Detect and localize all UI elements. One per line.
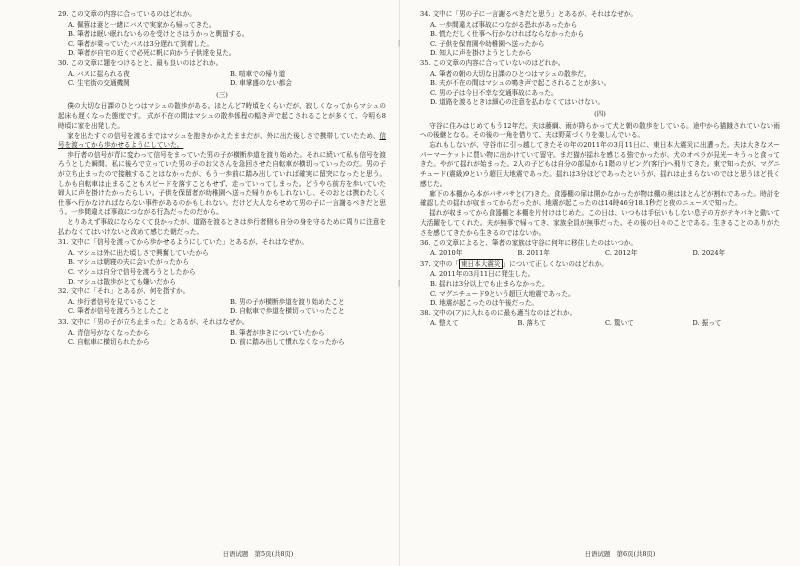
binding-mark: |: [397, 280, 401, 287]
question-37: [420, 260, 780, 309]
option: C. 子供を保育園や幼稚園へ送ったから: [430, 39, 545, 48]
passage-paragraph: 僕の大切な日課のひとつはマシュの散歩がある。ほとんど7時頃をくらいだが、寂しくなってからマシュの起床も遅くなった態度です。 式が不在の間はマシュの散歩係程の幅き声で起こされることが多くて、今明も8時頃に家を出発した。: [58, 102, 386, 130]
passage-paragraph: 守谷に住みはじめてもう12年だ。夫は藤綱、雨が降らかって犬と朝の散歩をしている。途中から猫餓されていない雨への後継となる。その後の一角を借りて、夫は野菜づくりを楽しんでいる。: [420, 121, 780, 140]
option: B. 筆者が歩きについていたから: [230, 328, 325, 337]
question-34: [420, 10, 780, 59]
option: B. 揺れは3分以上でも止まらなかった。: [430, 280, 549, 289]
question-text: 30. この文章に題をつけるとと、最も良いのはどれか。: [58, 58, 223, 67]
question-38: [420, 309, 780, 329]
option: B. 男の子が横断歩道を渡り始めたこと: [230, 297, 345, 306]
question-text: 35. この文章の内容に合っていないのはどれか。: [420, 58, 565, 67]
question-30: [58, 59, 386, 89]
option: D. 道路を渡るときは細心の注意を払わなくてはいけない。: [430, 98, 605, 107]
question-36: [420, 239, 780, 259]
option: A. 佩蓉は妻と一緒にバスで実家から帰ってきた。: [68, 20, 216, 29]
question-text: 33. 文中に「男の子が立ち止まった」とあるが、それはなぜか。: [58, 317, 249, 326]
question-29: [58, 10, 386, 59]
option: B. 夫が不在の間はマシュの鳴き声で起こされることが多い。: [430, 79, 611, 88]
question-33: [58, 318, 386, 348]
option: A. バスに揺られる夜: [68, 69, 130, 78]
option: B. マシュは朝寝の夫に会いたがったから: [68, 258, 189, 267]
question-31: [58, 238, 386, 287]
option: C. 筆者が乗っていたバスは3分遅れて到着した。: [68, 39, 214, 48]
option: C. 自転車に横切られたから: [68, 338, 150, 347]
question-35: [420, 59, 780, 108]
question-text: 29. この文章の内容に合っているのはどれか。: [58, 10, 196, 18]
option: C. 驚いて: [605, 319, 634, 328]
option: A. 2011年の3月11日に発生した。: [430, 270, 535, 279]
reading-passage-3: [58, 102, 386, 237]
option: A. 青信号がなくなったから: [68, 328, 150, 337]
underlined-phrase: 信号を渡ってから歩かせるようにしていた。: [58, 131, 386, 150]
question-text: 37. 文中の「 東日本大震災 」について正しくないのはどれか。: [420, 259, 608, 268]
option: A. 一歩間違えば事故につながる恐れがあったから: [430, 20, 578, 29]
exam-page-6: [400, 0, 800, 566]
option: D. 振って: [692, 319, 722, 328]
section-heading: (三): [216, 90, 228, 99]
option: D. 地震が起こったのは午後だった。: [430, 299, 539, 308]
option: B. 落ちて: [517, 319, 547, 328]
question-32: [58, 287, 386, 317]
option: A. マシュは外に出た頃しさで興奮していたから: [68, 248, 209, 257]
question-text: 36. この文章によると、筆者の家族は守谷に何年に移住したのはいつか。: [420, 238, 637, 247]
option: C. 筆者が信号を渡ろうとしたこと: [68, 307, 170, 316]
option: D. 前に踏み出して慣れなくなったから: [230, 338, 345, 347]
boxed-term: 東日本大震災: [460, 259, 501, 268]
option: D. マシュは散歩がとても嫌いだから: [68, 277, 177, 286]
section-heading: (四): [594, 109, 606, 118]
question-text: 38. 文中の(ア)に入れるのに最も適当なのはどれか。: [420, 308, 577, 317]
option: C. 2012年: [605, 249, 638, 258]
option: C. マシュは自分で信号を渡ろうとしたから: [68, 267, 196, 276]
passage-paragraph: 歩行者の信号が青に変わって信号をまっていた男の子が横断歩道を渡り始めた。それに続いて私も信号を渡ろうとした瞬間、私に後ろで立っていた男の子のお父さんを急回させた自転車が横切っていったのだ。男の子が立ち止まったので接触することはなかったが、もう一歩前に踏み出していれば確実に留突になったと思う。しかも自転車は止まることもスピードを落すこともせず、走っていってしまった。どうやら前方を歩いていた婦人に声を掛けたかったらしい。子供を保留者が幼稚園へ送った帰りかもしれないし、そのおとは携わたしく仕事へ行かなければならない事件があるのかもしれない。だけど大人ならせめて男の子に一言謝るべきだと思う。一歩間違えば事故につながる行為だったのだから。: [58, 150, 386, 217]
option: D. 筆者が自宅の近くで必死に帆に向かう子供達を見た。: [68, 49, 236, 58]
page-footer: 日语试题 第6页(共8页): [584, 550, 656, 559]
option: D. 自転車で歩道を横切っていったこと: [230, 307, 345, 316]
option: C. 生宅街の交通機関: [68, 79, 130, 88]
option: B. 慌ただしく仕事へ行かなければならなかったから: [430, 30, 585, 39]
option: D. 2024年: [692, 249, 726, 258]
passage-paragraph: 揺れが収まってから食器棚と本棚を片付けはじめた。この日は、いつもは手伝いもしない息子の方がテキパキと動いて大活躍をしてくれた。夫が無事で帰ってき、家族全員が無事だった。その後の日々のことである。生きることのありがたさを感じてきたから生きるのではないか。: [420, 209, 780, 237]
reading-passage-4: [420, 122, 780, 239]
option: A. 2010年: [430, 249, 463, 258]
question-text: 32. 文中に「それ」とあるが、何を指すか。: [58, 287, 190, 296]
question-text: 34. 文中に「男の子に一言謝るべきだと思う」とあるが、それはなぜか。: [420, 10, 637, 18]
option: A. 歩行者信号を見ていること: [68, 297, 157, 306]
option: C. マグニチュード9という超巨大地震であった。: [430, 289, 575, 298]
page-footer: 日语试题 第5页(共8页): [222, 550, 294, 559]
question-text: 31. 文中に「信号を渡ってから歩かせるようにしていた」とあるが、それはなぜか。: [58, 238, 308, 247]
option: D. 知人に声を掛けようとしたから: [430, 49, 532, 58]
option: B. 喧車での帰り道: [230, 69, 286, 78]
option: B. 筆者は眠い眠れないものを受けとさはうかっと輿留する。: [68, 30, 249, 39]
passage-paragraph: 忘れもしないが、守谷市に引っ越してきたその年の2011年の3月11日に、東日本大震災に出遭った。夫は大きなスーパーマーケットに買い物に出かけていて留守。まだ猫が揺れを感じる強でかったが、犬のオペラが見光ーキうっと食ってきた。やがて揺れが始まった。2人の子どもは自分の部屋から1階のリビング(客厅)へ飛りてきた。東で知ったが、マグニチュード(震級)9という超巨大地震であった。揺れは3分ほどであったというが、揺れは止まらないのではと思うほど長く感じた。: [420, 141, 780, 188]
option: A. 筆者の朝の大切な日課のひとつはマシュの散歩だ。: [430, 69, 591, 78]
option: A. 整えて: [430, 319, 459, 328]
binding-mark: |: [397, 40, 401, 47]
option: C. 男の子は今日不幸な交通事故にあった。: [430, 88, 558, 97]
option: B. 2011年: [517, 249, 550, 258]
option: D. 車掌盛のない都会: [230, 79, 292, 88]
passage-paragraph: 家を出たすぐの信号を渡るまではマシュを抱きかかえたままだが、外に出た後しさで携帯していたため、信号を渡ってから歩かせるようにしていた。: [58, 131, 386, 150]
passage-paragraph: 廊下の本棚から本がバサバサと(ア)きた。食器棚の扉は開かなかったが物は棚の奥はほとんどが割れであった。時計を確認したの揺れが収まってからだったが、地震が起こったのは14時46分18.1秒だと夜のニュースで知った。: [420, 189, 780, 208]
passage-paragraph: とりあえず事故にならなくて良かったが、道路を渡るときは歩行者側も自分の身を守るために周りに注意を払わなくてはいけないと改めて感じた朝だった。: [58, 218, 386, 237]
